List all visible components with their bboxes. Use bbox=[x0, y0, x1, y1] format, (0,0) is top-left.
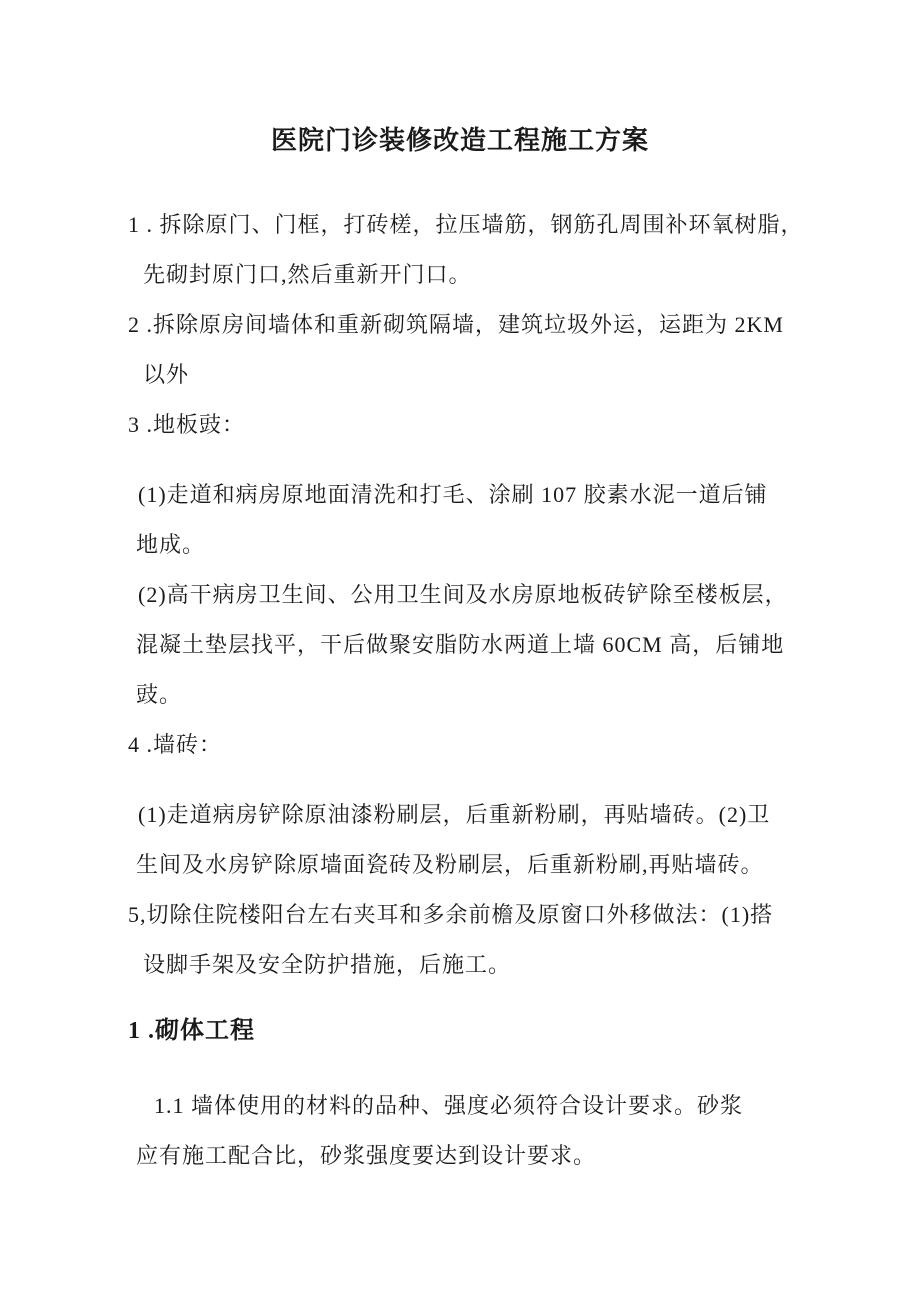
text-line-item3: 3 .地板豉： bbox=[128, 412, 246, 437]
text-line-item4-sub1-cont: 生间及水房铲除原墙面瓷砖及粉刷层，后重新粉刷,再贴墙砖。 bbox=[136, 852, 764, 877]
text-line-item5-cont: 设脚手架及安全防护措施，后施工。 bbox=[143, 952, 512, 977]
text-line-item3-sub1-cont: 地成。 bbox=[136, 532, 206, 557]
text-line-item4: 4 .墙砖： bbox=[128, 732, 223, 757]
text-line-item2: 2 .拆除原房间墙体和重新砌筑隔墙，建筑垃圾外运，运距为 2KM bbox=[128, 312, 784, 337]
text-line-item3-sub2-cont2: 豉。 bbox=[136, 682, 183, 707]
text-line-item5: 5,切除住院楼阳台左右夹耳和多余前檐及原窗口外移做法：(1)搭 bbox=[128, 902, 774, 927]
text-line-item2-cont: 以外 bbox=[143, 362, 190, 387]
text-line-section1-1-cont: 应有施工配合比，砂浆强度要达到设计要求。 bbox=[136, 1143, 597, 1168]
document-title: 医院门诊装修改造工程施工方案 bbox=[270, 126, 649, 155]
document-body bbox=[0, 200, 920, 1181]
text-line-section1-1: 1.1 墙体使用的材料的品种、强度必须符合设计要求。砂浆 bbox=[154, 1093, 744, 1118]
text-line-item1-cont: 先砌封原门口,然后重新开门口。 bbox=[143, 262, 472, 287]
section-heading-masonry-work: 1 .砌体工程 bbox=[128, 1018, 255, 1044]
text-line-item4-sub1: (1)走道病房铲除原油漆粉刷层，后重新粉刷，再贴墙砖。(2)卫 bbox=[138, 802, 771, 827]
text-line-item3-sub2: (2)高干病房卫生间、公用卫生间及水房原地板砖铲除至楼板层， bbox=[138, 582, 788, 607]
text-line-item3-sub2-cont1: 混凝土垫层找平，干后做聚安脂防水两道上墙 60CM 高，后铺地 bbox=[136, 632, 785, 657]
text-line-item3-sub1: (1)走道和病房原地面清洗和打毛、涂刷 107 胶素水泥一道后铺 bbox=[138, 482, 768, 507]
text-line-item1: 1 . 拆除原门、门框，打砖槎，拉压墙筋，钢筋孔周围补环氧树脂， bbox=[128, 212, 804, 237]
